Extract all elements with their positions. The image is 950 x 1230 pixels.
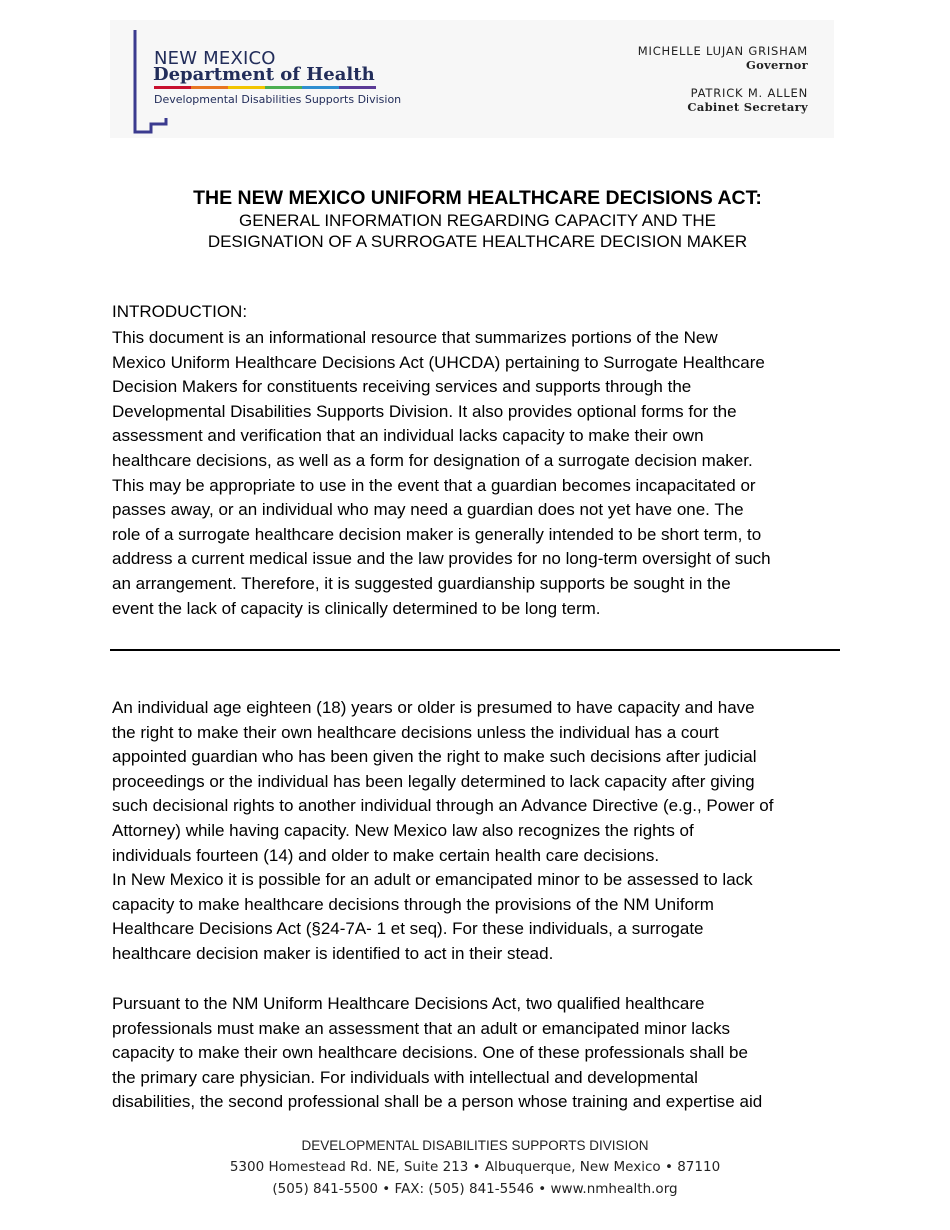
introduction-heading: INTRODUCTION:: [112, 302, 248, 321]
text-line: role of a surrogate healthcare decision maker is generally intended to be short term, to: [112, 524, 762, 544]
text-line: proceedings or the individual has been legally determined to lack capacity after giving: [112, 771, 755, 791]
logo-division-name: Developmental Disabilities Supports Division: [154, 93, 402, 106]
page-footer: [0, 1136, 950, 1200]
text-line: Developmental Disabilities Supports Division. It also provides optional forms for the: [112, 401, 737, 421]
text-line: Attorney) while having capacity. New Mexico law also recognizes the rights of: [112, 820, 694, 840]
text-line: address a current medical issue and the law provides for no long-term oversight of such: [112, 549, 771, 569]
governor-title: Governor: [745, 58, 808, 72]
governor-name: MICHELLE LUJAN GRISHAM: [637, 44, 808, 58]
document-subtitle-line-1: GENERAL INFORMATION REGARDING CAPACITY AND THE: [238, 211, 716, 230]
document-title: THE NEW MEXICO UNIFORM HEALTHCARE DECISIONS ACT:: [193, 187, 762, 209]
text-line: An individual age eighteen (18) years or older is presumed to have capacity and have: [112, 698, 755, 717]
stripe-yellow: [228, 86, 265, 89]
secretary-block: [687, 86, 808, 114]
section-divider: [110, 649, 840, 651]
introduction-paragraph: [112, 326, 842, 621]
text-line: individuals fourteen (14) and older to make certain health care decisions.: [112, 845, 660, 865]
text-line: the right to make their own healthcare decisions unless the individual has a court: [112, 722, 719, 742]
secretary-title: Cabinet Secretary: [687, 100, 808, 114]
stripe-red: [154, 86, 191, 89]
stripe-purple: [339, 86, 376, 89]
text-line: This may be appropriate to use in the event that a guardian becomes incapacitated or: [112, 475, 756, 495]
text-line: disabilities, the second professional shall be a person whose training and expertise aid: [112, 1092, 763, 1112]
text-line: This document is an informational resource that summarizes portions of the New: [112, 328, 718, 347]
text-line: professionals must make an assessment that an adult or emancipated minor lacks: [112, 1018, 730, 1038]
text-line: healthcare decisions, as well as a form for designation of a surrogate decision maker.: [112, 450, 753, 470]
secretary-name: PATRICK M. ALLEN: [690, 86, 808, 100]
governor-block: [638, 44, 808, 72]
footer-address: 5300 Homestead Rd. NE, Suite 213 • Albuquerque, New Mexico • 87110: [229, 1159, 721, 1175]
text-line: event the lack of capacity is clinically determined to be long term.: [112, 598, 601, 618]
text-line: appointed guardian who has been given the right to make such decisions after judicial: [112, 747, 757, 767]
text-line: capacity to make their own healthcare decisions. One of these professionals shall be: [112, 1043, 748, 1063]
stripe-orange: [191, 86, 228, 89]
footer-contact: (505) 841-5500 • FAX: (505) 841-5546 • www.nmhealth.org: [272, 1181, 678, 1197]
text-line: Healthcare Decisions Act (§24-7A- 1 et seq). For these individuals, a surrogate: [112, 919, 704, 939]
text-line: capacity to make healthcare decisions through the provisions of the NM Uniform: [112, 894, 714, 914]
logo-department-name: Department of Health: [153, 64, 375, 85]
text-line: an arrangement. Therefore, it is suggested guardianship supports be sought in the: [112, 573, 731, 593]
text-line: such decisional rights to another individual through an Advance Directive (e.g., Power of: [112, 796, 774, 816]
text-line: assessment and verification that an individual lacks capacity to make their own: [112, 426, 704, 446]
text-line: Decision Makers for constituents receiving services and supports through the: [112, 377, 692, 397]
capacity-paragraph: [112, 696, 842, 967]
assessment-paragraph: [112, 992, 842, 1115]
logo-state-name: NEW MEXICO: [154, 48, 276, 69]
document-title-block: [110, 186, 845, 252]
text-line: In New Mexico it is possible for an adult or emancipated minor to be assessed to lack: [112, 870, 753, 890]
stripe-green: [265, 86, 302, 89]
text-line: the primary care physician. For individuals with intellectual and developmental: [112, 1067, 698, 1087]
document-subtitle-line-2: DESIGNATION OF A SURROGATE HEALTHCARE DECISION MAKER: [207, 232, 748, 251]
text-line: healthcare decision maker is identified to act in their stead.: [112, 943, 554, 963]
footer-division: DEVELOPMENTAL DISABILITIES SUPPORTS DIVISION: [301, 1138, 649, 1153]
stripe-blue: [302, 86, 339, 89]
text-line: Mexico Uniform Healthcare Decisions Act (UHCDA) pertaining to Surrogate Healthcare: [112, 352, 765, 372]
text-line: Pursuant to the NM Uniform Healthcare Decisions Act, two qualified healthcare: [112, 994, 705, 1013]
logo-rainbow-stripe: [154, 86, 376, 89]
text-line: passes away, or an individual who may need a guardian does not yet have one. The: [112, 500, 744, 520]
